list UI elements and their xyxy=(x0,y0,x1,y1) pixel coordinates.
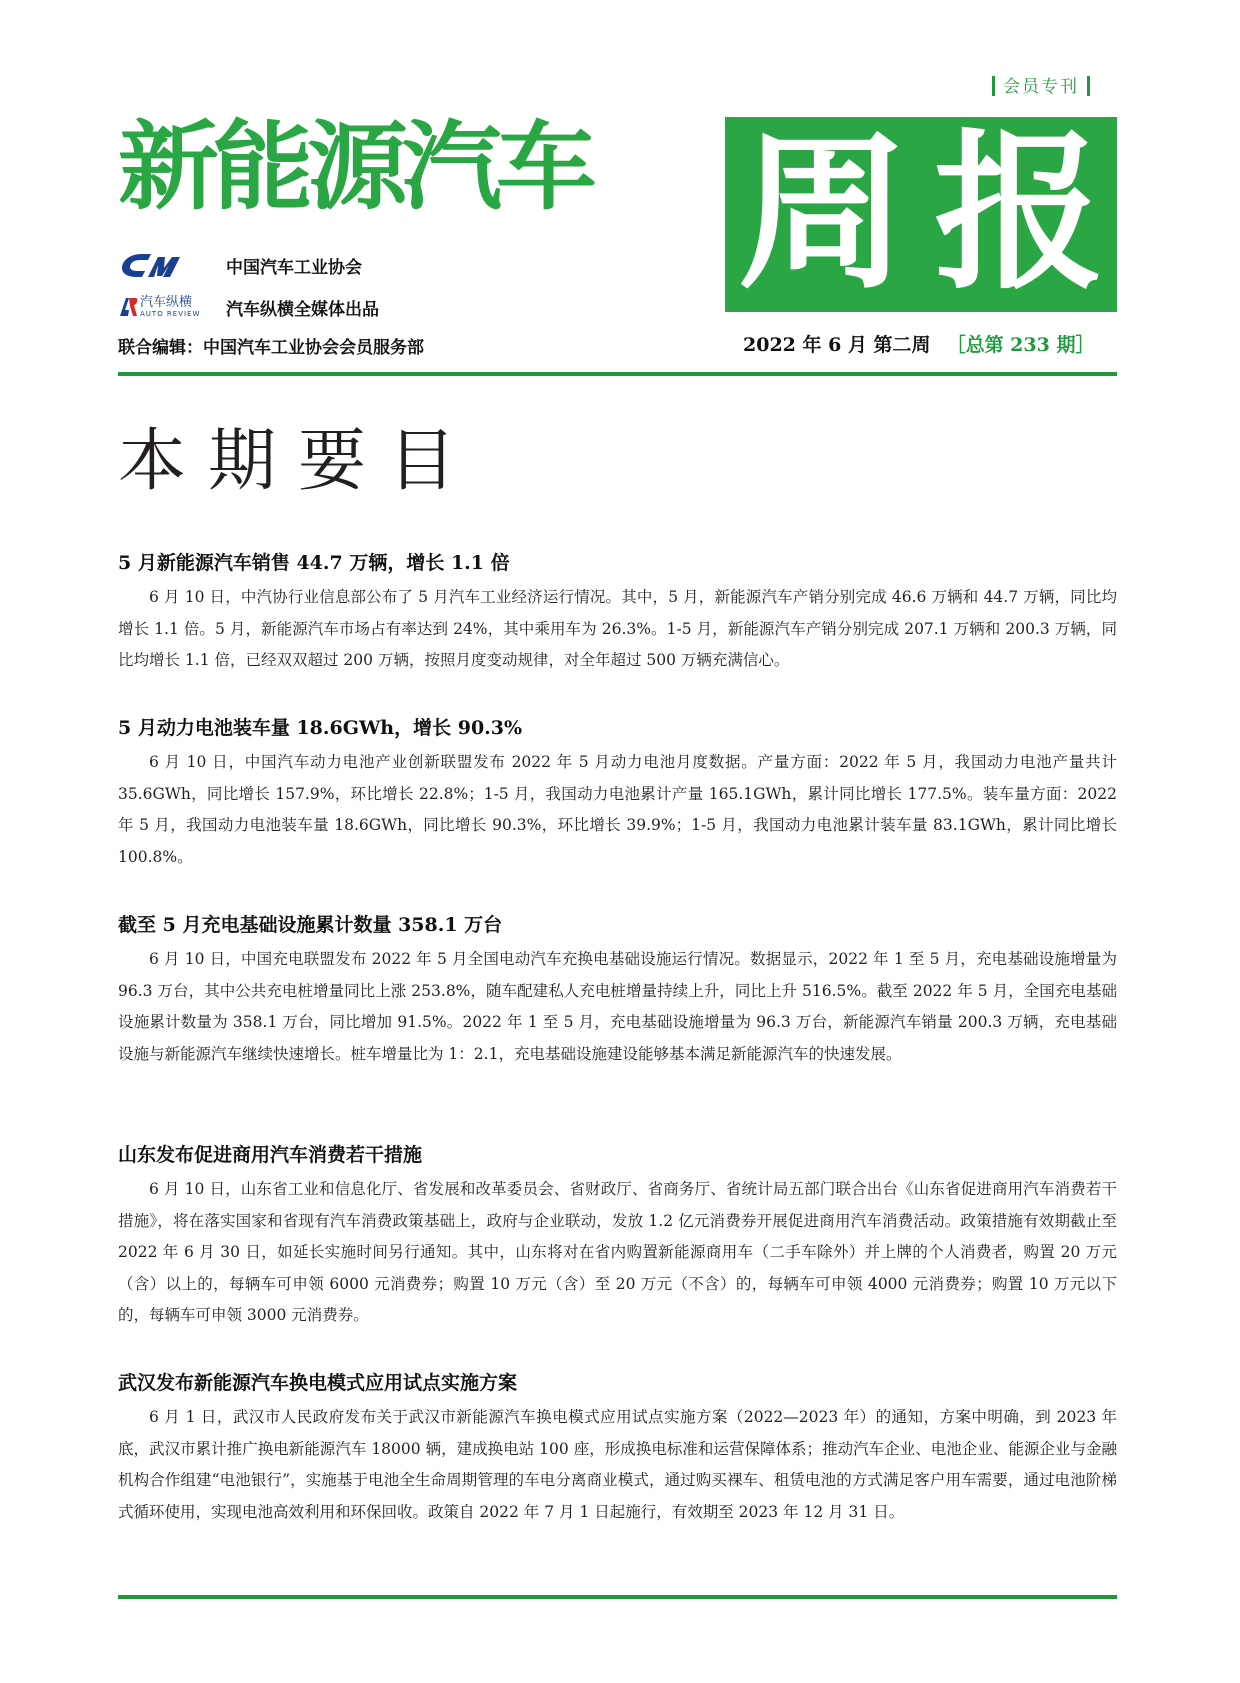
article-body: 6 月 10 日，山东省工业和信息化厅、省发展和改革委员会、省财政厅、省商务厅、省统计局五部门联合出台《山东省促进商用汽车消费若干措施》，将在落实国家和省现有汽车消费政策基础上，政府与企业联动，发放 1.2 亿元消费券开展促进商用汽车消费活动。政策措施有效期截止至 2022 年 6 月 30 日，如延长实施时间另行通知。其中，山东将对在省内购置新能源商用车（二手车除外）并上牌的个人消费者，购置 20 万元（含）以上的，每辆车可申领 6000 元消费券；购置 10 万元（含）至 20 万元（不含）的，每辆车可申领 4000 元消费券；购置 10 万元以下的，每辆车可申领 3000 元消费券。 xyxy=(118,1180,1117,1324)
article-battery xyxy=(118,713,1117,873)
weekly-title-box xyxy=(725,117,1117,312)
article-charging xyxy=(118,910,1117,1070)
header-divider xyxy=(118,372,1117,376)
article-title: 武汉发布新能源汽车换电模式应用试点实施方案 xyxy=(118,1372,518,1394)
auto-review-row xyxy=(118,290,379,324)
weekly-char-2: 报 xyxy=(933,115,1104,313)
auto-review-logo-icon xyxy=(118,296,138,318)
auto-review-name: 汽车纵横全媒体出品 xyxy=(226,299,379,320)
tag-bar-right xyxy=(1087,76,1090,96)
article-body: 6 月 1 日，武汉市人民政府发布关于武汉市新能源汽车换电模式应用试点实施方案（2022—2023 年）的通知，方案中明确，到 2023 年底，武汉市累计推广换电新能源汽车 18000 辆，建成换电站 100 座，形成换电标准和运营保障体系；推动汽车企业、电池企业、能源企业与金融机构合作组建“电池银行”，实施基于电池全生命周期管理的车电分离商业模式，通过购买裸车、租赁电池的方式满足客户用车需要，通过电池阶梯式循环使用，实现电池高效利用和环保回收。政策自 2022 年 7 月 1 日起施行，有效期至 2023 年 12 月 31 日。 xyxy=(118,1408,1117,1521)
issue-date: 2022 年 6 月 第二周 xyxy=(743,334,931,356)
article-ev-sales xyxy=(118,548,1117,677)
article-title: 山东发布促进商用汽车消费若干措施 xyxy=(118,1144,423,1166)
article-shandong xyxy=(118,1140,1117,1332)
auto-review-wordmark xyxy=(140,296,200,318)
member-tag-label: 会员专刊 xyxy=(1003,77,1079,97)
masthead-title: 新能源汽车 xyxy=(118,111,591,223)
caam-logo xyxy=(118,248,218,282)
article-title: 5 月新能源汽车销售 44.7 万辆，增长 1.1 倍 xyxy=(118,552,510,574)
footer-divider xyxy=(118,1595,1117,1599)
caam-name: 中国汽车工业协会 xyxy=(226,257,362,278)
section-title: 本期要目 xyxy=(118,422,479,501)
caam-logo-icon xyxy=(118,250,188,280)
article-wuhan xyxy=(118,1368,1117,1528)
weekly-char-1: 周 xyxy=(737,115,908,313)
tag-bar-left xyxy=(992,76,995,96)
auto-review-logo xyxy=(118,290,218,324)
caam-org-row xyxy=(118,248,362,282)
issue-number: ［总第 233 期］ xyxy=(946,334,1095,356)
article-body: 6 月 10 日，中国汽车动力电池产业创新联盟发布 2022 年 5 月动力电池月度数据。产量方面：2022 年 5 月，我国动力电池产量共计 35.6GWh，同比增长 157.9%，环比增长 22.8%；1-5 月，我国动力电池累计产量 165.1GWh，累计同比增长 177.5%。装车量方面：2022 年 5 月，我国动力电池装车量 18.6GWh，同比增长 90.3%，环比增长 39.9%；1-5 月，我国动力电池累计装车量 83.1GWh，累计同比增长 100.8%。 xyxy=(118,753,1117,866)
joint-editor: 联合编辑：中国汽车工业协会会员服务部 xyxy=(118,338,424,358)
article-body: 6 月 10 日，中汽协行业信息部公布了 5 月汽车工业经济运行情况。其中，5 月，新能源汽车产销分别完成 46.6 万辆和 44.7 万辆，同比均增长 1.1 倍。5 月，新能源汽车市场占有率达到 24%，其中乘用车为 26.3%。1-5 月，新能源汽车产销分别完成 207.1 万辆和 200.3 万辆，同比均增长 1.1 倍，已经双双超过 200 万辆，按照月度变动规律，对全年超过 500 万辆充满信心。 xyxy=(118,588,1117,669)
auto-review-en: AUTO REVIEW xyxy=(140,310,201,318)
article-title: 5 月动力电池装车量 18.6GWh，增长 90.3% xyxy=(118,717,523,739)
article-body: 6 月 10 日，中国充电联盟发布 2022 年 5 月全国电动汽车充换电基础设施运行情况。数据显示，2022 年 1 至 5 月，充电基础设施增量为 96.3 万台，其中公共充电桩增量同比上涨 253.8%，随车配建私人充电桩增量持续上升，同比上升 516.5%。截至 2022 年 5 月，全国充电基础设施累计数量为 358.1 万台，同比增加 91.5%。2022 年 1 至 5 月，充电基础设施增量为 96.3 万台，新能源汽车销量 200.3 万辆，充电基础设施与新能源汽车继续快速增长。桩车增量比为 1：2.1，充电基础设施建设能够基本满足新能源汽车的快速发展。 xyxy=(118,950,1117,1063)
issue-info xyxy=(743,330,1094,357)
auto-review-cn: 汽车纵横 xyxy=(140,295,193,310)
article-title: 截至 5 月充电基础设施累计数量 358.1 万台 xyxy=(118,914,503,936)
member-edition-tag xyxy=(984,72,1098,97)
